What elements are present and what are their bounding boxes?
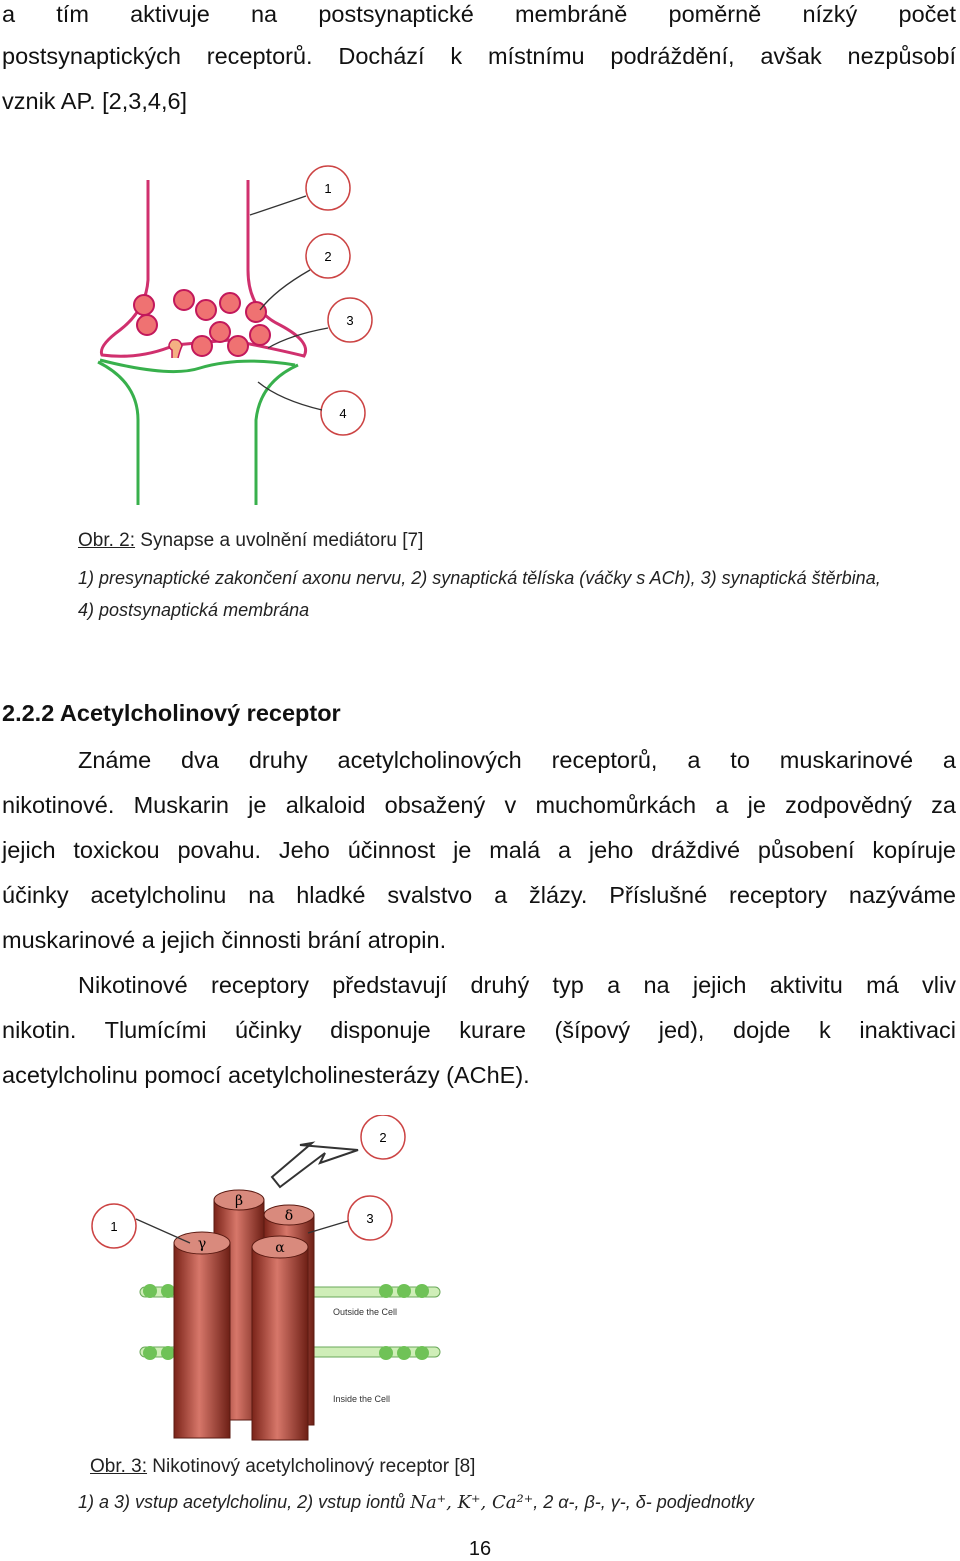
figure3-caption-text: Nikotinový acetylcholinový receptor [8] bbox=[147, 1456, 476, 1477]
figure3-legend-ions: Na⁺, K⁺, Ca²⁺ bbox=[410, 1492, 534, 1513]
para2-line-2: nikotin. Tlumícími účinky disponuje kurare (šípový jed), dojde k inaktivaci bbox=[2, 1017, 956, 1043]
subunit-gamma: γ bbox=[197, 1236, 207, 1252]
figure2-caption bbox=[78, 530, 423, 552]
synapse-figure bbox=[80, 160, 500, 510]
para1-line-3: jejich toxickou povahu. Jeho účinnost je malá a jeho dráždivé působení kopíruje bbox=[2, 837, 956, 863]
figure3-legend bbox=[78, 1492, 754, 1513]
fig2-label-3: 3 bbox=[346, 313, 354, 328]
para1-line-4: účinky acetylcholinu na hladké svalstvo a žlázy. Příslušné receptory nazýváme bbox=[2, 882, 956, 908]
para1-line-2: nikotinové. Muskarin je alkaloid obsažený v muchomůrkách a je zodpovědný za bbox=[2, 792, 956, 818]
figure2-legend-line2: 4) postsynaptická membrána bbox=[78, 600, 310, 620]
para2-line-3: acetylcholinu pomocí acetylcholinesterázy (AChE). bbox=[2, 1062, 530, 1088]
subunit-alpha: α bbox=[275, 1240, 285, 1256]
page-number: 16 bbox=[468, 1538, 492, 1560]
section-heading: 2.2.2 Acetylcholinový receptor bbox=[2, 700, 341, 726]
figure2-caption-text: Synapse a uvolnění mediátoru [7] bbox=[135, 530, 424, 551]
para1-line-5: muskarinové a jejich činnosti brání atropin. bbox=[2, 927, 447, 953]
fig2-label-1: 1 bbox=[324, 181, 332, 196]
subunit-beta: β bbox=[234, 1193, 244, 1209]
inside-cell-label: Inside the Cell bbox=[333, 1394, 391, 1404]
receptor-figure bbox=[80, 1115, 500, 1445]
para1-line-1: Známe dva druhy acetylcholinových receptorů, a to muskarinové a bbox=[78, 747, 956, 773]
figure3-legend-part-b: , 2 α-, β-, γ-, δ- podjednotky bbox=[533, 1492, 754, 1512]
para2-line-1: Nikotinové receptory představují druhý typ a na jejich aktivitu má vliv bbox=[78, 972, 956, 998]
intro-line-3: vznik AP. [2,3,4,6] bbox=[2, 88, 188, 114]
intro-line-1: a tím aktivuje na postsynaptické membráně poměrně nízký počet bbox=[2, 1, 956, 27]
fig2-label-2: 2 bbox=[324, 249, 332, 264]
figure3-caption bbox=[90, 1456, 475, 1478]
figure2-caption-prefix: Obr. 2: bbox=[78, 530, 136, 551]
figure3-legend-part-a: 1) a 3) vstup acetylcholinu, 2) vstup iontů bbox=[78, 1492, 411, 1512]
intro-line-2: postsynaptických receptorů. Dochází k místnímu podráždění, avšak nezpůsobí bbox=[2, 43, 956, 69]
figure3-caption-prefix: Obr. 3: bbox=[90, 1456, 148, 1477]
fig3-label-3: 3 bbox=[366, 1211, 374, 1226]
subunit-delta: δ bbox=[284, 1208, 294, 1224]
outside-cell-label: Outside the Cell bbox=[333, 1307, 398, 1317]
figure2-legend-line1: 1) presynaptické zakončení axonu nervu, 2) synaptická tělíska (váčky s ACh), 3) synaptická štěrbina, bbox=[78, 568, 881, 588]
fig3-label-2: 2 bbox=[379, 1130, 387, 1145]
fig2-label-4: 4 bbox=[339, 406, 347, 421]
fig3-label-1: 1 bbox=[110, 1219, 118, 1234]
